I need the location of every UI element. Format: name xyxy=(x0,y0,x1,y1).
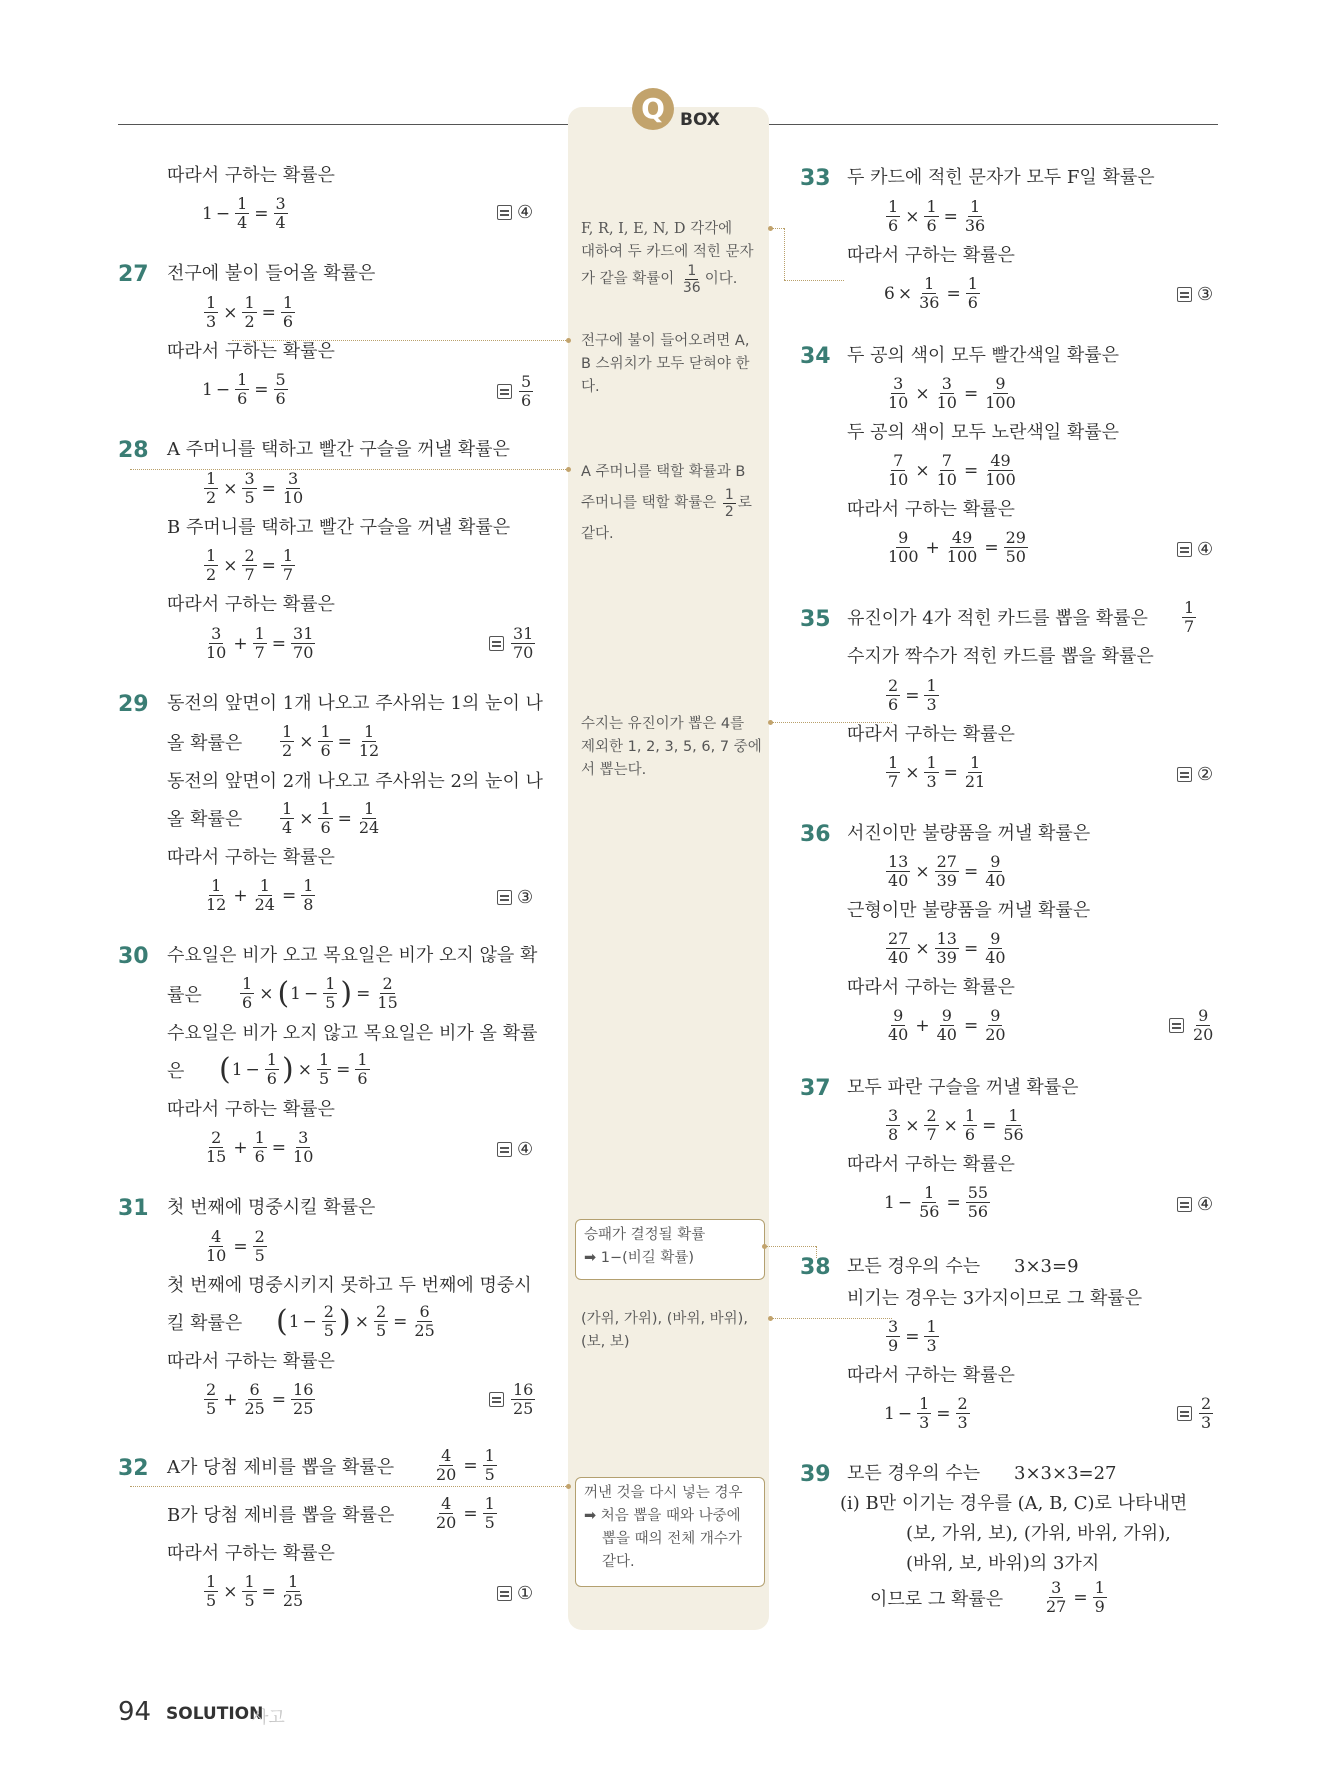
p31-answer: $\frac{16}{25}$ xyxy=(489,1382,537,1417)
connector-line xyxy=(772,228,784,229)
answer-icon xyxy=(497,1586,512,1601)
answer-icon xyxy=(497,890,512,905)
p27-answer: $\frac{5}{6}$ xyxy=(497,374,535,409)
p30-number: 30 xyxy=(118,944,149,969)
p39-case1: (i) B만 이기는 경우를 (A, B, C)로 나타내면 xyxy=(840,1493,1188,1514)
p37-thus: 따라서 구하는 확률은 xyxy=(847,1154,1015,1175)
p36-number: 36 xyxy=(800,822,831,847)
answer-icon xyxy=(497,1142,512,1157)
p33-expr2: 6 × $\frac{1}{36}$ = $\frac{1}{6}$ xyxy=(884,274,978,312)
p29-text1: 동전의 앞면이 1개 나오고 주사위는 1의 눈이 나 xyxy=(167,693,543,714)
p31-expr1: $\frac{4}{10}$ = $\frac{2}{5}$ xyxy=(206,1227,265,1265)
p28-answer: $\frac{31}{70}$ xyxy=(489,626,537,661)
note-4: 수지는 유진이가 뽑은 4를 제외한 1, 2, 3, 5, 6, 7 중에 서 뽑는다. xyxy=(581,716,762,778)
p38-expr3: 1 − $\frac{1}{3}$ = $\frac{2}{3}$ xyxy=(884,1394,968,1432)
p33-number: 33 xyxy=(800,166,831,191)
p38-thus: 따라서 구하는 확률은 xyxy=(847,1365,1015,1386)
p30-text1: 수요일은 비가 오고 목요일은 비가 오지 않을 확 xyxy=(167,945,538,966)
p29-expr1: $\frac{1}{2}$ × $\frac{1}{6}$ = $\frac{1}{12}$ xyxy=(282,722,380,760)
p29-text2: 동전의 앞면이 2개 나오고 주사위는 2의 눈이 나 xyxy=(167,771,543,792)
note-6: (가위, 가위), (바위, 바위), (보, 보) xyxy=(581,1311,748,1350)
p36-text2: 근형이만 불량품을 꺼낼 확률은 xyxy=(847,900,1091,921)
p38-expr1: 3×3=9 xyxy=(1014,1256,1079,1277)
p29-expr2: $\frac{1}{4}$ × $\frac{1}{6}$ = $\frac{1}{24}$ xyxy=(282,799,380,837)
p28-number: 28 xyxy=(118,438,149,463)
answer-icon xyxy=(497,384,512,399)
p35-number: 35 xyxy=(800,607,831,632)
note-3: A 주머니를 택할 확률과 B 주머니를 택할 확률은 $\frac{1}{2}$ 로 같다. xyxy=(581,464,752,542)
p26-expr: 1 − $\frac{1}{4}$ = $\frac{3}{4}$ xyxy=(202,194,286,232)
p37-text1: 모두 파란 구슬을 꺼낼 확률은 xyxy=(847,1077,1079,1098)
p38-text1: 모든 경우의 수는 xyxy=(847,1256,981,1277)
p36-answer: $\frac{9}{20}$ xyxy=(1169,1008,1217,1043)
answer-icon xyxy=(489,636,504,651)
answer-icon xyxy=(1177,1197,1192,1212)
p30-expr2: ( 1 − $\frac{1}{6}$ ) × $\frac{1}{5}$ = $\frac{1}{6}$ xyxy=(219,1050,368,1088)
p28-expr2: $\frac{1}{2}$ × $\frac{2}{7}$ = $\frac{1}{7}$ xyxy=(206,546,294,584)
p28-expr1: $\frac{1}{2}$ × $\frac{3}{5}$ = $\frac{3}{10}$ xyxy=(206,469,304,507)
note-2: 전구에 불이 들어오려면 A, B 스위치가 모두 닫혀야 한 다. xyxy=(581,333,750,395)
p33-expr1: $\frac{1}{6}$ × $\frac{1}{6}$ = $\frac{1}{36}$ xyxy=(888,197,986,235)
p35-expr2: $\frac{2}{6}$ = $\frac{1}{3}$ xyxy=(888,676,937,714)
note-1: F, R, I, E, N, D 각각에 대하여 두 카드에 적힌 문자 가 같을 확률이 $\frac{1}{36}$ 이다. xyxy=(581,221,754,296)
answer-icon xyxy=(1169,1018,1184,1033)
p37-number: 37 xyxy=(800,1076,831,1101)
p30-answer: ④ xyxy=(497,1139,533,1160)
p36-expr2: $\frac{27}{40}$ × $\frac{13}{39}$ = $\frac{9}{40}$ xyxy=(888,929,1006,967)
p30-expr3: $\frac{2}{15}$ + $\frac{1}{6}$ = $\frac{3}{10}$ xyxy=(206,1128,314,1166)
p34-number: 34 xyxy=(800,344,831,369)
p39-text1: 모든 경우의 수는 xyxy=(847,1463,981,1484)
p28-text1: A 주머니를 택하고 빨간 구슬을 꺼낼 확률은 xyxy=(167,439,510,460)
p39-number: 39 xyxy=(800,1462,831,1487)
answer-icon xyxy=(1177,1406,1192,1421)
answer-icon xyxy=(489,1392,504,1407)
p29-number: 29 xyxy=(118,692,149,717)
footer-brand: SOLUTION xyxy=(166,1704,264,1724)
connector-line xyxy=(130,469,568,470)
p35-text1: 유진이가 4가 적힌 카드를 뽑을 확률은 xyxy=(847,608,1148,629)
answer-icon xyxy=(497,205,512,220)
answer-icon xyxy=(1177,767,1192,782)
connector-line xyxy=(784,280,844,281)
p34-expr1: $\frac{3}{10}$ × $\frac{3}{10}$ = $\frac{9}{100}$ xyxy=(888,374,1016,412)
p37-expr2: 1 − $\frac{1}{56}$ = $\frac{55}{56}$ xyxy=(884,1183,989,1221)
q-badge-icon: Q xyxy=(632,88,674,130)
connector-line xyxy=(784,228,785,280)
answer-icon xyxy=(1177,542,1192,557)
answer-icon xyxy=(1177,287,1192,302)
p28-expr3: $\frac{3}{10}$ + $\frac{1}{7}$ = $\frac{31}{70}$ xyxy=(206,624,314,662)
p35-answer: ② xyxy=(1177,764,1213,785)
p36-thus: 따라서 구하는 확률은 xyxy=(847,977,1015,998)
connector-dot xyxy=(566,467,571,472)
q-box-label: BOX xyxy=(680,110,720,130)
p38-number: 38 xyxy=(800,1255,831,1280)
footer-brand-sub: 사고 xyxy=(252,1708,285,1728)
p28-text2: B 주머니를 택하고 빨간 구슬을 꺼낼 확률은 xyxy=(167,517,511,538)
p32-answer: ① xyxy=(497,1583,533,1604)
connector-line xyxy=(766,1246,816,1247)
p38-text2: 비기는 경우는 3가지이므로 그 확률은 xyxy=(847,1288,1143,1309)
note-7-box: 꺼낸 것을 다시 넣는 경우 ➡ 처음 뽑을 때와 나중에 뽑을 때의 전체 개수가 같다. xyxy=(575,1477,765,1587)
p38-expr2: $\frac{3}{9}$ = $\frac{1}{3}$ xyxy=(888,1317,937,1355)
p32-expr2: $\frac{4}{20}$ = $\frac{1}{5}$ xyxy=(436,1494,495,1532)
p29-text1b: 올 확률은 xyxy=(167,733,243,754)
connector-line xyxy=(772,1318,892,1319)
p31-thus: 따라서 구하는 확률은 xyxy=(167,1351,335,1372)
p35-expr3: $\frac{1}{7}$ × $\frac{1}{3}$ = $\frac{1}{21}$ xyxy=(888,753,986,791)
p32-number: 32 xyxy=(118,1456,149,1481)
p34-answer: ④ xyxy=(1177,539,1213,560)
p30-text2b: 은 xyxy=(167,1061,185,1082)
p30-text1b: 률은 xyxy=(167,985,202,1006)
connector-dot xyxy=(566,338,571,343)
p26-answer: ④ xyxy=(497,202,533,223)
p33-thus: 따라서 구하는 확률은 xyxy=(847,245,1015,266)
p38-answer: $\frac{2}{3}$ xyxy=(1177,1396,1215,1431)
p33-text: 두 카드에 적힌 문자가 모두 F일 확률은 xyxy=(847,167,1155,188)
p34-thus: 따라서 구하는 확률은 xyxy=(847,499,1015,520)
p29-expr3: $\frac{1}{12}$ + $\frac{1}{24}$ = $\frac{1}{8}$ xyxy=(206,876,314,914)
p27-expr2: 1 − $\frac{1}{6}$ = $\frac{5}{6}$ xyxy=(202,370,286,408)
p34-expr2: $\frac{7}{10}$ × $\frac{7}{10}$ = $\frac{49}{100}$ xyxy=(888,451,1016,489)
p34-text1: 두 공의 색이 모두 빨간색일 확률은 xyxy=(847,345,1120,366)
p31-text1: 첫 번째에 명중시킬 확률은 xyxy=(167,1197,376,1218)
p32-text1: A가 당첨 제비를 뽑을 확률은 xyxy=(167,1457,395,1478)
p36-expr1: $\frac{13}{40}$ × $\frac{27}{39}$ = $\frac{9}{40}$ xyxy=(888,852,1006,890)
p29-answer: ③ xyxy=(497,887,533,908)
p39-expr2: $\frac{3}{27}$ = $\frac{1}{9}$ xyxy=(1046,1578,1105,1616)
p35-text2: 수지가 짝수가 적힌 카드를 뽑을 확률은 xyxy=(847,646,1154,667)
p32-expr1: $\frac{4}{20}$ = $\frac{1}{5}$ xyxy=(436,1446,495,1484)
p27-thus: 따라서 구하는 확률은 xyxy=(167,341,335,362)
p30-thus: 따라서 구하는 확률은 xyxy=(167,1099,335,1120)
p35-thus: 따라서 구하는 확률은 xyxy=(847,724,1015,745)
p39-expr1: 3×3×3=27 xyxy=(1014,1463,1117,1484)
p34-expr3: $\frac{9}{100}$ + $\frac{49}{100}$ = $\frac{29}{50}$ xyxy=(888,528,1026,566)
p33-answer: ③ xyxy=(1177,284,1213,305)
page-number: 94 xyxy=(118,1697,152,1727)
p34-text2: 두 공의 색이 모두 노란색일 확률은 xyxy=(847,422,1120,443)
p32-text2: B가 당첨 제비를 뽑을 확률은 xyxy=(167,1505,395,1526)
p31-text2: 첫 번째에 명중시키지 못하고 두 번째에 명중시 xyxy=(167,1275,532,1296)
p36-text1: 서진이만 불량품을 꺼낼 확률은 xyxy=(847,823,1091,844)
p30-expr1: $\frac{1}{6}$ × ( 1 − $\frac{1}{5}$ ) = $\frac{2}{15}$ xyxy=(242,974,398,1012)
p37-answer: ④ xyxy=(1177,1194,1213,1215)
p36-expr3: $\frac{9}{40}$ + $\frac{9}{40}$ = $\frac{9}{20}$ xyxy=(888,1006,1006,1044)
connector-line xyxy=(130,1486,568,1487)
p39-case1b: (보, 가위, 보), (가위, 바위, 가위), xyxy=(906,1523,1171,1544)
p35-expr1: $\frac{1}{7}$ xyxy=(1184,598,1195,636)
p37-expr1: $\frac{3}{8}$ × $\frac{2}{7}$ × $\frac{1}{6}$ = $\frac{1}{56}$ xyxy=(888,1106,1024,1144)
p32-thus: 따라서 구하는 확률은 xyxy=(167,1543,335,1564)
p32-expr3: $\frac{1}{5}$ × $\frac{1}{5}$ = $\frac{1}{25}$ xyxy=(206,1572,304,1610)
p27-number: 27 xyxy=(118,262,149,287)
p39-case1d: 이므로 그 확률은 xyxy=(870,1589,1004,1610)
p29-thus: 따라서 구하는 확률은 xyxy=(167,847,335,868)
p39-case1c: (바위, 보, 바위)의 3가지 xyxy=(906,1553,1100,1574)
p31-number: 31 xyxy=(118,1196,149,1221)
connector-dot xyxy=(566,1484,571,1489)
p31-text2b: 킬 확률은 xyxy=(167,1313,243,1334)
p27-text: 전구에 불이 들어올 확률은 xyxy=(167,263,376,284)
p31-expr3: $\frac{2}{5}$ + $\frac{6}{25}$ = $\frac{16}{25}$ xyxy=(206,1380,314,1418)
p29-text2b: 올 확률은 xyxy=(167,809,243,830)
note-5-box: 승패가 결정될 확률 ➡ 1−(비길 확률) xyxy=(575,1219,765,1280)
p30-text2: 수요일은 비가 오지 않고 목요일은 비가 올 확률 xyxy=(167,1023,538,1044)
connector-line xyxy=(232,340,568,341)
p28-thus: 따라서 구하는 확률은 xyxy=(167,594,335,615)
p26-thus: 따라서 구하는 확률은 xyxy=(167,165,335,186)
p31-expr2: ( 1 − $\frac{2}{5}$ ) × $\frac{2}{5}$ = $\frac{6}{25}$ xyxy=(276,1302,435,1340)
p27-expr: $\frac{1}{3}$ × $\frac{1}{2}$ = $\frac{1}{6}$ xyxy=(206,293,294,331)
